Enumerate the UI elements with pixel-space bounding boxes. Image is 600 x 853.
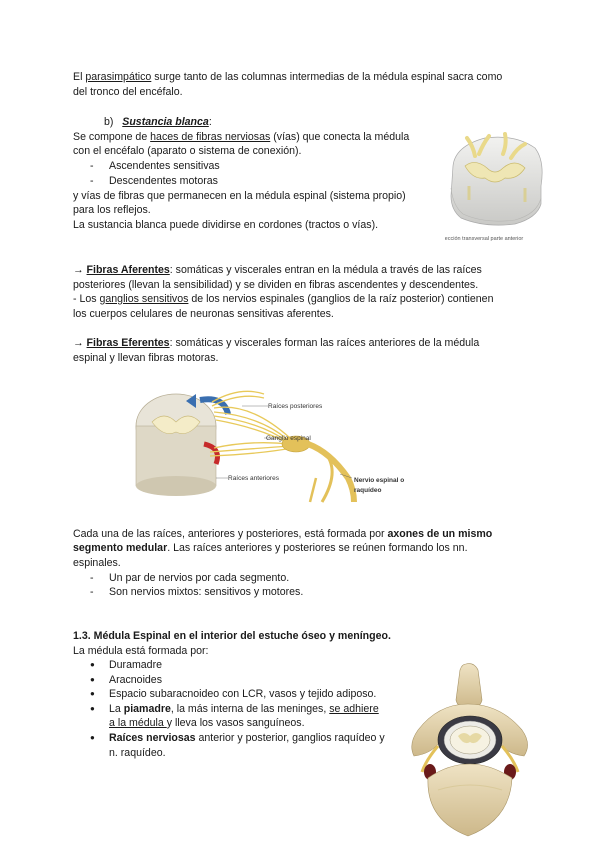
spinal-roots-figure <box>130 382 430 504</box>
paragraph-line: segmento medular. Las raíces anteriores y posteriores se reúnen formando los nn. <box>73 542 468 554</box>
paragraph-line: - Los ganglios sensitivos de los nervios espinales (ganglios de la raíz posterior) contienen <box>73 293 494 305</box>
paragraph-line: La médula está formada por: <box>73 645 209 657</box>
list-dash: - <box>90 572 94 584</box>
list-item-continued: a la médula y lleva los vasos sanguíneos. <box>109 717 305 729</box>
paragraph-line: con el encéfalo (aparato o sistema de conexión). <box>73 145 302 157</box>
list-item-piamadre: La piamadre, la más interna de las meninges, se adhiere <box>109 703 379 715</box>
paragraph-efferent: → Fibras Eferentes: somáticas y viscerales forman las raíces anteriores de la médula <box>73 337 480 349</box>
paragraph-line: posteriores (llevan la sensibilidad) y se dividen en fibras ascendentes y descendentes. <box>73 279 479 291</box>
paragraph-parasympathetic: El parasimpático surge tanto de las columnas intermedias de la médula espinal sacra como <box>73 71 503 83</box>
list-item: Espacio subaracnoideo con LCR, vasos y tejido adiposo. <box>109 688 377 700</box>
list-item: Descendentes motoras <box>109 175 218 187</box>
bullet: ● <box>90 675 95 684</box>
label-spinal-nerve: Nervio espinal o <box>354 477 405 484</box>
label-spinal-nerve-2: raquídeo <box>354 487 382 494</box>
list-item: Un par de nervios por cada segmento. <box>109 572 290 584</box>
list-item-continued: n. raquídeo. <box>109 747 166 759</box>
list-item-roots: Raíces nerviosas anterior y posterior, ganglios raquídeo y <box>109 732 385 744</box>
label-anterior-roots: Raíces anteriores <box>228 475 279 482</box>
section-heading-white-matter: b) Sustancia blanca: <box>104 116 212 128</box>
list-dash: - <box>90 160 94 172</box>
paragraph-line: Se compone de haces de fibras nerviosas (vías) que conecta la médula <box>73 131 410 143</box>
list-item: Aracnoides <box>109 674 162 686</box>
section-heading-1-3: 1.3. Médula Espinal en el interior del estuche óseo y meníngeo. <box>73 630 391 642</box>
paragraph-line: para los reflejos. <box>73 204 151 216</box>
bullet: ● <box>90 733 95 742</box>
paragraph-roots: Cada una de las raíces, anteriores y posteriores, está formada por axones de un mismo <box>73 528 493 540</box>
paragraph-line: espinal y llevan fibras motoras. <box>73 352 219 364</box>
paragraph-line: La sustancia blanca puede dividirse en cordones (tractos o vías). <box>73 219 379 231</box>
bullet: ● <box>90 660 95 669</box>
paragraph-line: los cuerpos celulares de neuronas sensitivas aferentes. <box>73 308 334 320</box>
list-item: Duramadre <box>109 659 162 671</box>
vertebra-meninges-figure <box>408 660 534 848</box>
list-item: Son nervios mixtos: sensitivos y motores. <box>109 586 304 598</box>
bullet: ● <box>90 689 95 698</box>
paragraph-line: del tronco del encéfalo. <box>73 86 183 98</box>
paragraph-line: espinales. <box>73 557 121 569</box>
label-spinal-ganglion: Ganglio espinal <box>266 435 311 442</box>
figure-caption: Sección transversal parte anterior <box>445 236 524 242</box>
list-dash: - <box>90 586 94 598</box>
label-posterior-roots: Raíces posteriores <box>268 403 323 410</box>
list-item: Ascendentes sensitivas <box>109 160 220 172</box>
bullet: ● <box>90 704 95 713</box>
list-dash: - <box>90 175 94 187</box>
paragraph-afferent: → Fibras Aferentes: somáticas y viscerales entran en la médula a través de las raíces <box>73 264 482 276</box>
spinal-cord-section-figure <box>445 126 545 244</box>
paragraph-line: y vías de fibras que permanecen en la médula espinal (sistema propio) <box>73 190 406 202</box>
